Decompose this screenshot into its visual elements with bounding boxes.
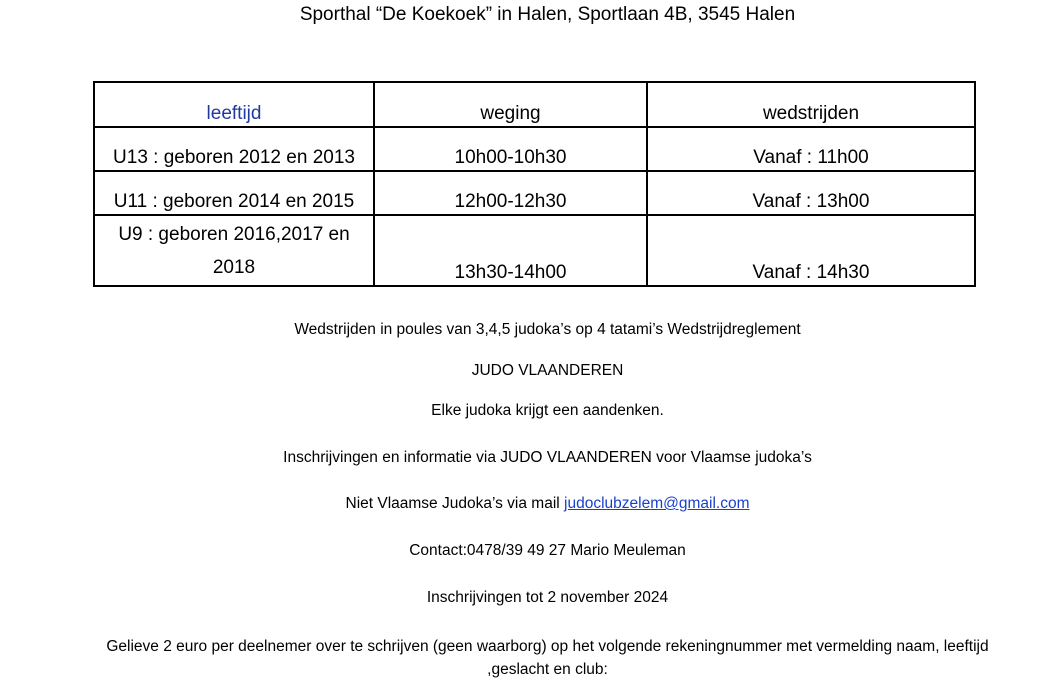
info-federation: JUDO VLAANDEREN [471, 362, 624, 379]
info-mail [0, 495, 1043, 513]
email-link[interactable]: judoclubzelem@gmail.com [564, 495, 750, 512]
matches-cell: Vanaf : 13h00 [647, 171, 975, 215]
column-header-matches: wedstrijden [647, 82, 975, 127]
age-cell: U13 : geboren 2012 en 2013 [94, 127, 374, 171]
column-header-age: leeftijd [94, 82, 374, 127]
weigh-cell: 10h00-10h30 [374, 127, 647, 171]
info-contact: Contact:0478/39 49 27 Mario Meuleman [409, 542, 686, 559]
info-mail-prefix: Niet Vlaamse Judoka’s via mail [345, 495, 565, 512]
info-deadline: Inschrijvingen tot 2 november 2024 [426, 589, 669, 606]
matches-cell: Vanaf : 11h00 [647, 127, 975, 171]
table-row [94, 215, 975, 286]
info-payment [75, 635, 1020, 681]
table-row [94, 171, 975, 215]
schedule-table [93, 81, 976, 287]
table-row [94, 127, 975, 171]
info-payment-line2: ,geslacht en club: [487, 661, 608, 678]
info-registration: Inschrijvingen en informatie via JUDO VLAANDEREN voor Vlaamse judoka’s [283, 449, 812, 466]
info-payment-line1: Gelieve 2 euro per deelnemer over te schrijven (geen waarborg) op het volgende rekeningnummer met vermelding naam, leeftijd [106, 638, 989, 655]
info-poules: Wedstrijden in poules van 3,4,5 judoka’s op 4 tatami’s Wedstrijdreglement [294, 321, 801, 338]
weigh-cell: 13h30-14h00 [374, 215, 647, 286]
column-header-weigh: weging [374, 82, 647, 127]
matches-cell: Vanaf : 14h30 [647, 215, 975, 286]
weigh-cell: 12h00-12h30 [374, 171, 647, 215]
age-cell [94, 215, 374, 286]
table-header-row [94, 82, 975, 127]
info-souvenir: Elke judoka krijgt een aandenken. [431, 402, 664, 419]
age-cell: U11 : geboren 2014 en 2015 [94, 171, 374, 215]
venue-heading: Sporthal “De Koekoek” in Halen, Sportlaan 4B, 3545 Halen [299, 4, 796, 25]
age-cell-line1: U9 : geboren 2016,2017 en [118, 224, 350, 245]
age-cell-line2: 2018 [212, 257, 256, 278]
